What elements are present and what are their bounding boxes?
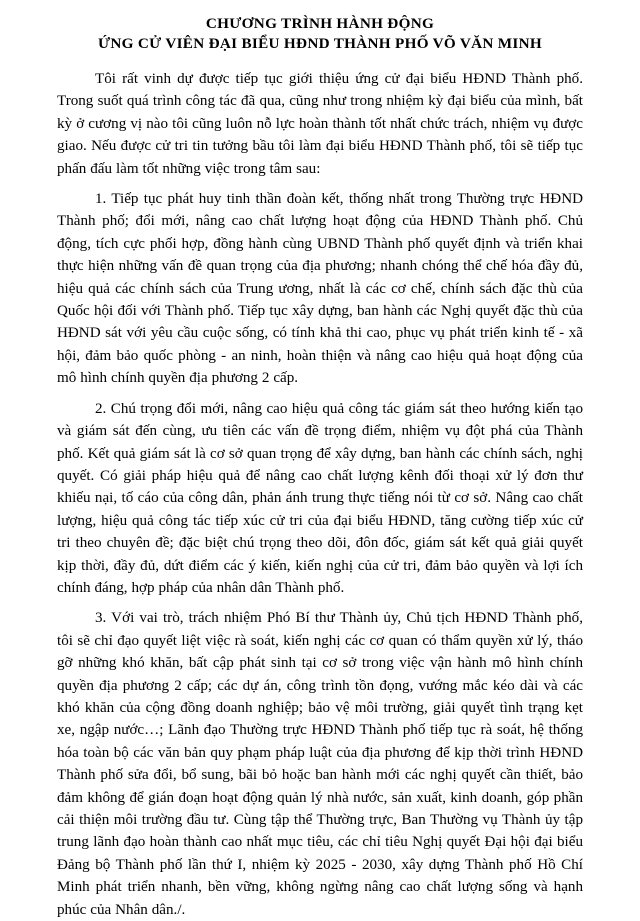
paragraph-item-1: 1. Tiếp tục phát huy tinh thần đoàn kết, thống nhất trong Thường trực HĐND Thành phố; đổi mới, nâng cao chất lượng hoạt động của HĐND Thành phố. Chủ động, tích cực phối hợp, đồng hành cùng UBND Thành phố quyết định và triển khai thực hiện những vấn đề quan trọng của địa phương; nhanh chóng thể chế hóa đầy đủ, hiệu quả các chính sách của Trung ương, nhất là các cơ chế, chính sách đặc thù của Quốc hội đối với Thành phố. Tiếp tục xây dựng, ban hành các Nghị quyết đặc thù của HĐND sát với yêu cầu cuộc sống, có tính khả thi cao, phục vụ phát triển kinh tế - xã hội, đảm bảo quốc phòng - an ninh, hoàn thiện và nâng cao hiệu quả hoạt động của mô hình chính quyền địa phương 2 cấp. [57,191,583,387]
page-title-line-2: ỨNG CỬ VIÊN ĐẠI BIỂU HĐND THÀNH PHỐ VÕ VĂN MINH [97,34,543,52]
paragraph-item-3: 3. Với vai trò, trách nhiệm Phó Bí thư Thành ủy, Chủ tịch HĐND Thành phố, tôi sẽ chỉ đạo quyết liệt việc rà soát, kiến nghị các cơ quan có thẩm quyền xử lý, tháo gỡ những khó khăn, bất cập phát sinh tại cơ sở trong việc vận hành mô hình chính quyền địa phương 2 cấp; các dự án, công trình tồn đọng, vướng mắc kéo dài và các khó khăn của cộng đồng doanh nghiệp; bảo vệ môi trường, giải quyết tình trạng kẹt xe, ngập nước…; Lãnh đạo Thường trực HĐND Thành phố tiếp tục rà soát, hệ thống hóa toàn bộ các văn bản quy phạm pháp luật của địa phương để kịp thời trình HĐND Thành phố sửa đổi, bổ sung, bãi bỏ hoặc ban hành mới các nghị quyết cần thiết, bảo đảm không để gián đoạn hoạt động quản lý nhà nước, sản xuất, kinh doanh, góp phần cải thiện môi trường đầu tư. Cùng tập thể Thường trực, Ban Thường vụ Thành ủy tập trung lãnh đạo hoàn thành cao nhất mục tiêu, các chỉ tiêu Nghị quyết Đại hội đại biểu Đảng bộ Thành phố lần thứ I, nhiệm kỳ 2025 - 2030, xây dựng Thành phố Hồ Chí Minh phát triển nhanh, bền vững, không ngừng nâng cao chất lượng sống và hạnh phúc của Nhân dân./. [57,610,583,918]
page-title [57,14,583,53]
paragraph-item-2: 2. Chú trọng đổi mới, nâng cao hiệu quả công tác giám sát theo hướng kiến tạo và giám sát đến cùng, ưu tiên các vấn đề trọng điểm, nhiệm vụ đột phá của Thành phố. Kết quả giám sát là cơ sở quan trọng để xây dựng, ban hành các chính sách, nghị quyết. Có giải pháp hiệu quả để nâng cao chất lượng kênh đối thoại xử lý đơn thư khiếu nại, tố cáo của công dân, phản ánh trung thực tiếng nói từ cơ sở. Nâng cao chất lượng, hiệu quả công tác tiếp xúc cử tri của đại biểu HĐND, tăng cường tiếp xúc cử tri theo chuyên đề; đặc biệt chú trọng theo dõi, đôn đốc, giám sát kết quả giải quyết kịp thời, đầy đủ, dứt điểm các ý kiến, kiến nghị của cử tri, đảm bảo quyền và lợi ích chính đáng, hợp pháp của nhân dân Thành phố. [57,400,583,596]
paragraph-intro: Tôi rất vinh dự được tiếp tục giới thiệu ứng cử đại biểu HĐND Thành phố. Trong suốt quá trình công tác đã qua, cũng như trong nhiệm kỳ đại biểu của mình, bất kỳ ở cương vị nào tôi cũng luôn nỗ lực hoàn thành tốt nhất chức trách, nhiệm vụ được giao. Nếu được cử tri tin tưởng bầu tôi làm đại biểu HĐND Thành phố, tôi sẽ tiếp tục phấn đấu làm tốt những việc trong tâm sau: [57,71,583,177]
page-title-line-1: CHƯƠNG TRÌNH HÀNH ĐỘNG [205,15,435,32]
document-body [57,68,583,921]
